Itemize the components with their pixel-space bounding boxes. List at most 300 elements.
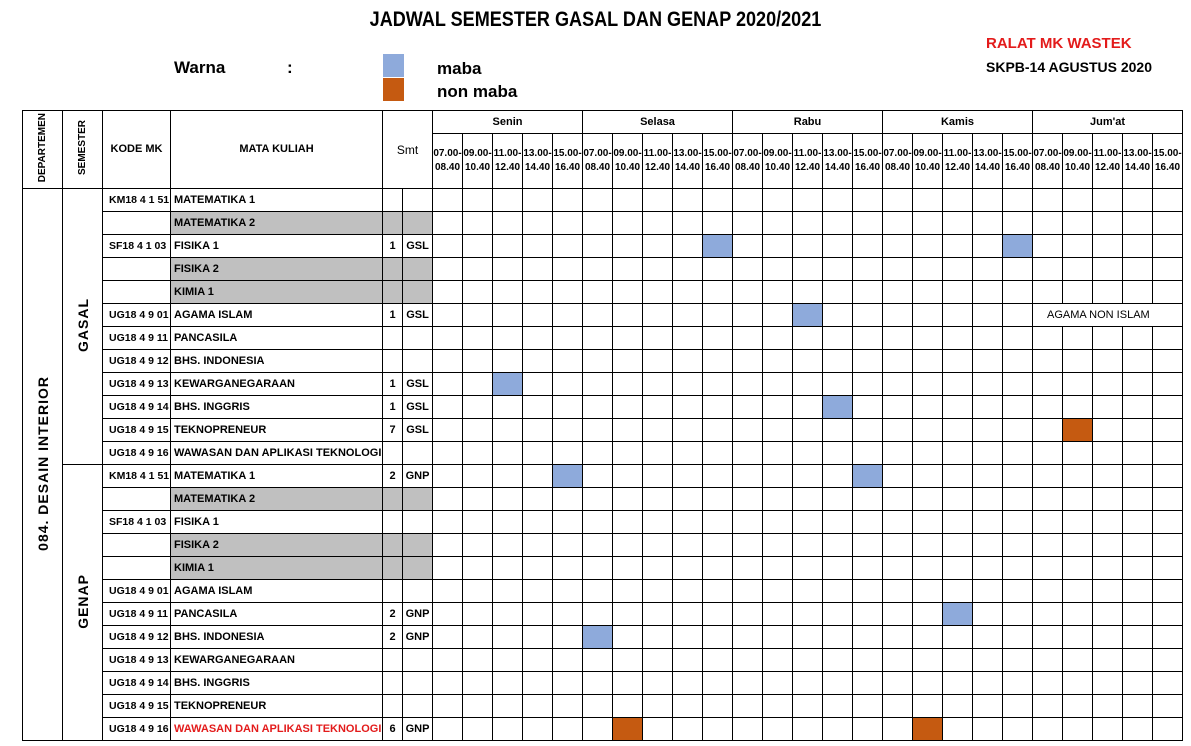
slot-empty xyxy=(973,396,1003,419)
slot-empty xyxy=(793,649,823,672)
slot-empty xyxy=(1033,465,1063,488)
slot-empty xyxy=(883,442,913,465)
slot-empty xyxy=(463,695,493,718)
slot-empty xyxy=(703,327,733,350)
slot-empty xyxy=(733,442,763,465)
slot-empty xyxy=(1153,442,1183,465)
slot-empty xyxy=(1003,419,1033,442)
slot-maba xyxy=(1003,235,1033,258)
slot-maba xyxy=(583,626,613,649)
slot-empty xyxy=(853,373,883,396)
slot-empty xyxy=(493,511,523,534)
smt-number-cell xyxy=(383,511,403,534)
slot-empty xyxy=(1093,603,1123,626)
slot-empty xyxy=(973,580,1003,603)
slot-empty xyxy=(1063,189,1093,212)
slot-empty xyxy=(1033,511,1063,534)
slot-empty xyxy=(913,350,943,373)
slot-empty xyxy=(613,373,643,396)
semester-cell: GENAP xyxy=(63,465,103,741)
slot-empty xyxy=(943,465,973,488)
slot-empty xyxy=(523,718,553,741)
smt-label-cell xyxy=(403,281,433,304)
slot-empty xyxy=(883,718,913,741)
time-slot-header: 07.00- 08.40 xyxy=(883,134,913,189)
slot-empty xyxy=(643,396,673,419)
slot-empty xyxy=(1153,672,1183,695)
smt-number-cell xyxy=(383,695,403,718)
slot-empty xyxy=(1093,419,1123,442)
slot-empty xyxy=(583,580,613,603)
legend-colon: : xyxy=(287,58,293,77)
schedule-note: AGAMA NON ISLAM xyxy=(1033,304,1183,327)
slot-empty xyxy=(1093,649,1123,672)
slot-empty xyxy=(823,189,853,212)
slot-empty xyxy=(1093,718,1123,741)
slot-empty xyxy=(763,534,793,557)
slot-empty xyxy=(913,672,943,695)
slot-empty xyxy=(673,488,703,511)
kode-mk-cell: UG18 4 9 12 xyxy=(103,350,171,373)
table-row xyxy=(23,649,1183,672)
slot-empty xyxy=(913,327,943,350)
smt-label-cell: GSL xyxy=(403,304,433,327)
slot-empty xyxy=(493,557,523,580)
slot-empty xyxy=(1003,534,1033,557)
slot-empty xyxy=(673,235,703,258)
slot-empty xyxy=(973,649,1003,672)
kode-mk-cell xyxy=(103,258,171,281)
slot-empty xyxy=(763,258,793,281)
slot-empty xyxy=(943,304,973,327)
time-slot-header: 15.00- 16.40 xyxy=(703,134,733,189)
mata-kuliah-cell: MATEMATIKA 1 xyxy=(171,189,383,212)
slot-empty xyxy=(463,626,493,649)
slot-empty xyxy=(643,557,673,580)
slot-empty xyxy=(463,212,493,235)
slot-empty xyxy=(1003,212,1033,235)
slot-empty xyxy=(463,672,493,695)
slot-empty xyxy=(1003,350,1033,373)
slot-empty xyxy=(1063,373,1093,396)
smt-label-cell: GSL xyxy=(403,373,433,396)
slot-empty xyxy=(1063,212,1093,235)
slot-empty xyxy=(583,442,613,465)
slot-empty xyxy=(823,350,853,373)
header-kode-mk: KODE MK xyxy=(103,111,171,189)
slot-empty xyxy=(883,695,913,718)
mata-kuliah-cell: BHS. INDONESIA xyxy=(171,626,383,649)
slot-empty xyxy=(853,626,883,649)
slot-empty xyxy=(1123,488,1153,511)
slot-empty xyxy=(733,603,763,626)
slot-empty xyxy=(1123,281,1153,304)
kode-mk-cell xyxy=(103,488,171,511)
slot-empty xyxy=(463,580,493,603)
mata-kuliah-cell: FISIKA 2 xyxy=(171,258,383,281)
slot-empty xyxy=(643,672,673,695)
table-row xyxy=(23,626,1183,649)
mata-kuliah-cell: PANCASILA xyxy=(171,327,383,350)
legend-text-maba: maba xyxy=(437,59,482,78)
slot-empty xyxy=(583,603,613,626)
slot-empty xyxy=(973,603,1003,626)
table-row xyxy=(23,672,1183,695)
slot-empty xyxy=(883,626,913,649)
kode-mk-cell: UG18 4 9 11 xyxy=(103,327,171,350)
slot-empty xyxy=(913,396,943,419)
slot-empty xyxy=(493,649,523,672)
slot-empty xyxy=(853,603,883,626)
slot-empty xyxy=(493,672,523,695)
slot-empty xyxy=(643,580,673,603)
slot-empty xyxy=(523,189,553,212)
table-row xyxy=(23,718,1183,741)
slot-empty xyxy=(793,465,823,488)
slot-empty xyxy=(763,718,793,741)
slot-empty xyxy=(823,672,853,695)
table-row xyxy=(23,557,1183,580)
slot-empty xyxy=(1093,672,1123,695)
slot-empty xyxy=(1033,488,1063,511)
slot-empty xyxy=(943,258,973,281)
smt-number-cell: 2 xyxy=(383,465,403,488)
smt-number-cell xyxy=(383,488,403,511)
slot-empty xyxy=(493,304,523,327)
slot-empty xyxy=(763,281,793,304)
slot-empty xyxy=(613,557,643,580)
smt-label-cell xyxy=(403,580,433,603)
slot-empty xyxy=(1003,511,1033,534)
mata-kuliah-cell: TEKNOPRENEUR xyxy=(171,695,383,718)
slot-empty xyxy=(1123,212,1153,235)
mata-kuliah-cell: KIMIA 1 xyxy=(171,281,383,304)
legend-swatch-maba xyxy=(383,54,404,77)
slot-empty xyxy=(853,304,883,327)
slot-empty xyxy=(883,327,913,350)
slot-empty xyxy=(703,465,733,488)
kode-mk-cell: UG18 4 9 14 xyxy=(103,672,171,695)
slot-empty xyxy=(583,373,613,396)
slot-empty xyxy=(793,327,823,350)
slot-empty xyxy=(433,511,463,534)
slot-empty xyxy=(493,419,523,442)
slot-empty xyxy=(1123,258,1153,281)
slot-empty xyxy=(1003,580,1033,603)
slot-nonmaba xyxy=(613,718,643,741)
time-slot-header: 15.00- 16.40 xyxy=(853,134,883,189)
slot-empty xyxy=(493,350,523,373)
smt-number-cell xyxy=(383,580,403,603)
slot-empty xyxy=(523,327,553,350)
slot-empty xyxy=(1123,235,1153,258)
slot-empty xyxy=(973,235,1003,258)
slot-empty xyxy=(523,373,553,396)
slot-empty xyxy=(913,235,943,258)
slot-empty xyxy=(433,350,463,373)
slot-empty xyxy=(883,373,913,396)
slot-empty xyxy=(823,442,853,465)
slot-empty xyxy=(943,442,973,465)
slot-empty xyxy=(493,327,523,350)
slot-empty xyxy=(943,718,973,741)
time-slot-header: 15.00- 16.40 xyxy=(1153,134,1183,189)
slot-empty xyxy=(703,212,733,235)
slot-empty xyxy=(763,442,793,465)
slot-empty xyxy=(613,465,643,488)
slot-empty xyxy=(1003,396,1033,419)
slot-empty xyxy=(823,695,853,718)
slot-empty xyxy=(1153,235,1183,258)
slot-empty xyxy=(1003,442,1033,465)
slot-empty xyxy=(1093,396,1123,419)
slot-empty xyxy=(613,626,643,649)
slot-empty xyxy=(433,396,463,419)
slot-empty xyxy=(733,580,763,603)
slot-empty xyxy=(733,488,763,511)
slot-empty xyxy=(883,603,913,626)
slot-empty xyxy=(673,626,703,649)
slot-empty xyxy=(1063,511,1093,534)
slot-empty xyxy=(583,189,613,212)
schedule-table xyxy=(22,110,1183,741)
slot-empty xyxy=(493,235,523,258)
slot-empty xyxy=(793,580,823,603)
slot-empty xyxy=(643,626,673,649)
slot-empty xyxy=(1033,603,1063,626)
slot-empty xyxy=(1153,649,1183,672)
slot-empty xyxy=(763,212,793,235)
header-semester: SEMESTER xyxy=(63,111,103,189)
slot-empty xyxy=(1093,442,1123,465)
slot-empty xyxy=(793,281,823,304)
slot-empty xyxy=(643,304,673,327)
slot-empty xyxy=(553,695,583,718)
slot-empty xyxy=(553,350,583,373)
slot-empty xyxy=(913,603,943,626)
slot-empty xyxy=(1093,189,1123,212)
slot-empty xyxy=(493,281,523,304)
slot-empty xyxy=(793,350,823,373)
smt-number-cell: 1 xyxy=(383,235,403,258)
slot-empty xyxy=(973,557,1003,580)
slot-empty xyxy=(463,557,493,580)
kode-mk-cell: SF18 4 1 03 xyxy=(103,235,171,258)
slot-empty xyxy=(433,557,463,580)
mata-kuliah-cell: AGAMA ISLAM xyxy=(171,304,383,327)
slot-empty xyxy=(433,304,463,327)
slot-empty xyxy=(913,580,943,603)
smt-label-cell: GSL xyxy=(403,235,433,258)
slot-empty xyxy=(1063,488,1093,511)
smt-label-cell xyxy=(403,442,433,465)
header-mata-kuliah: MATA KULIAH xyxy=(171,111,383,189)
slot-empty xyxy=(973,327,1003,350)
slot-empty xyxy=(763,557,793,580)
slot-empty xyxy=(763,304,793,327)
slot-empty xyxy=(733,718,763,741)
slot-empty xyxy=(523,465,553,488)
time-slot-header: 09.00- 10.40 xyxy=(1063,134,1093,189)
slot-empty xyxy=(1033,580,1063,603)
slot-empty xyxy=(793,695,823,718)
slot-empty xyxy=(1033,258,1063,281)
slot-empty xyxy=(1153,350,1183,373)
slot-empty xyxy=(583,396,613,419)
slot-empty xyxy=(613,488,643,511)
smt-label-cell xyxy=(403,672,433,695)
slot-empty xyxy=(733,557,763,580)
slot-empty xyxy=(613,695,643,718)
slot-empty xyxy=(823,419,853,442)
slot-empty xyxy=(523,488,553,511)
slot-empty xyxy=(613,580,643,603)
slot-empty xyxy=(673,396,703,419)
slot-empty xyxy=(973,511,1003,534)
slot-empty xyxy=(793,511,823,534)
header-smt: Smt xyxy=(383,111,433,189)
smt-label-cell: GNP xyxy=(403,465,433,488)
slot-empty xyxy=(523,350,553,373)
mata-kuliah-cell: MATEMATIKA 1 xyxy=(171,465,383,488)
day-header: Jum'at xyxy=(1033,111,1183,134)
slot-empty xyxy=(1033,649,1063,672)
slot-empty xyxy=(1063,235,1093,258)
slot-empty xyxy=(673,419,703,442)
slot-empty xyxy=(1153,511,1183,534)
slot-empty xyxy=(733,649,763,672)
slot-empty xyxy=(613,350,643,373)
slot-empty xyxy=(1063,695,1093,718)
slot-empty xyxy=(943,396,973,419)
slot-empty xyxy=(1063,396,1093,419)
slot-empty xyxy=(1093,235,1123,258)
slot-empty xyxy=(523,511,553,534)
slot-empty xyxy=(673,580,703,603)
slot-empty xyxy=(673,534,703,557)
slot-empty xyxy=(1063,603,1093,626)
slot-empty xyxy=(763,189,793,212)
slot-empty xyxy=(463,603,493,626)
slot-empty xyxy=(703,672,733,695)
slot-empty xyxy=(853,419,883,442)
slot-empty xyxy=(673,373,703,396)
slot-empty xyxy=(943,488,973,511)
time-slot-header: 09.00- 10.40 xyxy=(763,134,793,189)
slot-empty xyxy=(973,718,1003,741)
smt-label-cell: GNP xyxy=(403,626,433,649)
slot-empty xyxy=(463,511,493,534)
slot-empty xyxy=(1123,189,1153,212)
slot-empty xyxy=(703,511,733,534)
slot-empty xyxy=(973,212,1003,235)
slot-empty xyxy=(913,258,943,281)
slot-empty xyxy=(523,534,553,557)
slot-empty xyxy=(973,488,1003,511)
slot-empty xyxy=(823,511,853,534)
slot-empty xyxy=(673,672,703,695)
time-slot-header: 07.00- 08.40 xyxy=(583,134,613,189)
slot-empty xyxy=(703,649,733,672)
slot-empty xyxy=(883,258,913,281)
mata-kuliah-cell: BHS. INGGRIS xyxy=(171,672,383,695)
slot-empty xyxy=(793,419,823,442)
slot-empty xyxy=(1033,442,1063,465)
slot-empty xyxy=(1063,534,1093,557)
slot-empty xyxy=(1153,327,1183,350)
mata-kuliah-cell: AGAMA ISLAM xyxy=(171,580,383,603)
slot-empty xyxy=(883,649,913,672)
slot-empty xyxy=(1033,235,1063,258)
slot-empty xyxy=(523,580,553,603)
slot-empty xyxy=(1123,327,1153,350)
slot-empty xyxy=(853,327,883,350)
slot-empty xyxy=(433,465,463,488)
semester-cell: GASAL xyxy=(63,189,103,465)
slot-empty xyxy=(973,189,1003,212)
slot-empty xyxy=(883,304,913,327)
slot-empty xyxy=(1003,281,1033,304)
slot-empty xyxy=(793,488,823,511)
table-row xyxy=(23,396,1183,419)
slot-empty xyxy=(463,442,493,465)
slot-empty xyxy=(493,189,523,212)
time-slot-header: 11.00- 12.40 xyxy=(943,134,973,189)
slot-empty xyxy=(673,511,703,534)
slot-empty xyxy=(883,350,913,373)
smt-label-cell xyxy=(403,189,433,212)
slot-empty xyxy=(463,465,493,488)
kode-mk-cell: UG18 4 9 01 xyxy=(103,304,171,327)
smt-number-cell xyxy=(383,212,403,235)
slot-empty xyxy=(433,281,463,304)
slot-empty xyxy=(853,649,883,672)
slot-empty xyxy=(1153,258,1183,281)
time-slot-header: 11.00- 12.40 xyxy=(643,134,673,189)
table-row xyxy=(23,212,1183,235)
mata-kuliah-cell: FISIKA 1 xyxy=(171,511,383,534)
slot-empty xyxy=(703,304,733,327)
slot-empty xyxy=(643,212,673,235)
slot-empty xyxy=(763,649,793,672)
slot-empty xyxy=(823,212,853,235)
skpb-note: SKPB-14 AGUSTUS 2020 xyxy=(986,59,1152,75)
slot-empty xyxy=(823,557,853,580)
time-slot-header: 11.00- 12.40 xyxy=(1093,134,1123,189)
slot-empty xyxy=(643,258,673,281)
slot-empty xyxy=(883,396,913,419)
slot-empty xyxy=(943,235,973,258)
slot-empty xyxy=(823,580,853,603)
slot-empty xyxy=(973,695,1003,718)
slot-empty xyxy=(613,672,643,695)
slot-empty xyxy=(553,304,583,327)
slot-empty xyxy=(823,649,853,672)
kode-mk-cell: UG18 4 9 13 xyxy=(103,649,171,672)
slot-empty xyxy=(613,212,643,235)
slot-empty xyxy=(433,580,463,603)
time-slot-header: 13.00- 14.40 xyxy=(973,134,1003,189)
slot-empty xyxy=(643,465,673,488)
slot-empty xyxy=(463,281,493,304)
slot-empty xyxy=(493,580,523,603)
slot-empty xyxy=(433,442,463,465)
kode-mk-cell: UG18 4 9 15 xyxy=(103,419,171,442)
page-title: JADWAL SEMESTER GASAL DAN GENAP 2020/2021 xyxy=(369,8,822,31)
slot-empty xyxy=(643,442,673,465)
slot-empty xyxy=(433,189,463,212)
time-slot-header: 11.00- 12.40 xyxy=(493,134,523,189)
